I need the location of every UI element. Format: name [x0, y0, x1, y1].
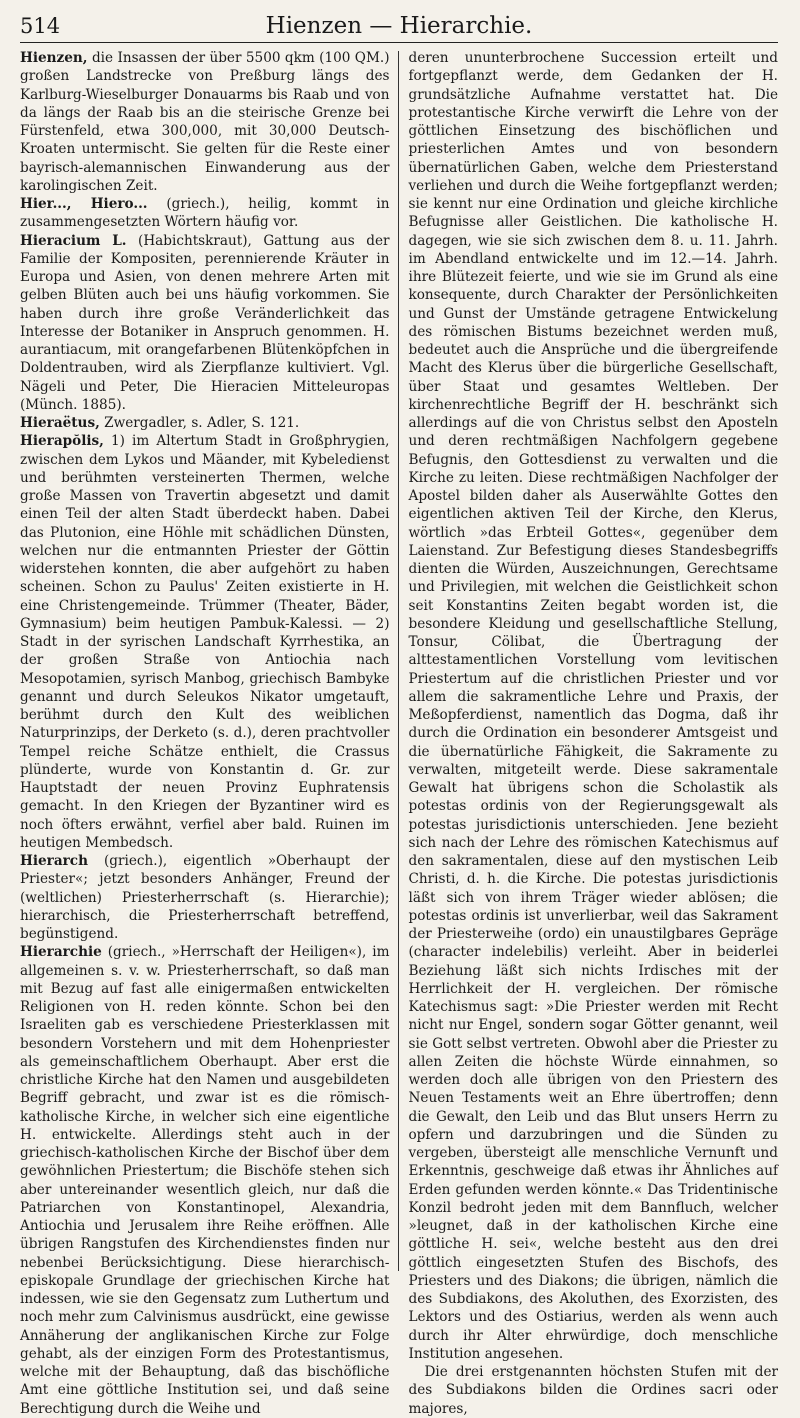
running-head: Hienzen — Hierarchie.: [265, 13, 533, 39]
entry-hienzen: [20, 49, 390, 195]
entry-hierarchie: [20, 943, 390, 1418]
lemma: Hierarch: [20, 853, 88, 869]
entry-hierarch: [20, 852, 390, 943]
page-header: [20, 12, 778, 43]
lemma: Hierarchie: [20, 944, 102, 961]
page-number: 514: [20, 14, 61, 38]
lemma: Hienzen,: [20, 50, 88, 66]
entry-text: (Habichtskraut), Gattung aus der Familie der Kompositen, perennierende Kräuter in Europa und Asien, von denen mehrere Arten mit gelben Blüten auch bei uns häufig vorkommen. Sie haben durch ihre große Veränderlichkeit das Interesse der Botaniker in Anspruch genommen. H. aurantiacum, mit orangefarbenen Blütenköpfchen in Doldentrauben, wird als Zierpflanze kultiviert. Vgl. Nägeli und Peter, Die Hieracien Mitteleuropas (Münch. 1885).: [20, 232, 390, 413]
entry-text: 1) im Altertum Stadt in Großphrygien, zwischen dem Lykos und Mäander, mit Kybeledienst und berühmten versteinerten Thermen, welche große Massen von Travertin abgesetzt und damit einen Teil der alten Stadt überdeckt haben. Dabei das Plutonion, eine Höhle mit schädlichen Dünsten, welchen nur die entmannten Priester der Göttin widerstehen konnten, die aber aufgehört zu haben scheinen. Schon zu Paulus' Zeiten existierte in H. eine Christengemeinde. Trümmer (Theater, Bäder, Gymnasium) beim heutigen Pambuk-Kalessi. — 2) Stadt in der syrischen Landschaft Kyrrhestika, an der großen Straße von Antiochia nach Mesopotamien, syrisch Manbog, griechisch Bambyke genannt und durch Seleukos Nikator umgetauft, berühmt durch den Kult des weiblichen Naturprinzips, der Derketo (s. d.), deren prachtvoller Tempel reiche Schätze enthielt, die Crassus plünderte, wurde von Konstantin d. Gr. zur Hauptstadt der neuen Provinz Euphratensis gemacht. In den Kriegen der Byzantiner wird es noch öfters erwähnt, verfiel aber bald. Ruinen im heutigen Membedsch.: [20, 433, 390, 851]
text-columns: [20, 49, 778, 1418]
right-column: [399, 49, 779, 1418]
entry-text: (griech.), eigentlich »Oberhaupt der Priester«; jetzt besonders Anhänger, Freund der (weltlichen) Priesterherrschaft (s. Hierarchie); hierarchisch, die Priesterherrschaft betreffend, begünstigend.: [20, 853, 390, 942]
paragraph-ordines: Die drei erstgenannten höchsten Stufen mit der des Subdiakons bilden die Ordines sacri oder majores,: [408, 1364, 778, 1417]
entry-text: (griech.), heilig, kommt in zusammengesetzten Wörtern häufig vor.: [20, 196, 390, 231]
entry-text: (griech., »Herrschaft der Heiligen«), im allgemeinen s. v. w. Priesterherrschaft, so daß man mit Bezug auf fast alle einigermaßen entwickelten Religionen von H. reden könnte. Schon bei den Israeliten gab es verschiedene Priesterklassen mit besondern Vorstehern und mit dem Hohenpriester als gemeinschaftlichem Oberhaupt. Aber erst die christliche Kirche hat den Namen und ausgebildeten Begriff gebracht, und zwar ist es die römisch-katholische Kirche, in welcher sich eine eigentliche H. entwickelte. Allerdings steht auch in der griechisch-katholischen Kirche der Bischof über dem gewöhnlichen Priestertum; die Bischöfe stehen sich aber untereinander wesentlich gleich, nur daß die Patriarchen von Konstantinopel, Alexandria, Antiochia und Jerusalem ihre Reihe eröffnen. Alle übrigen Rangstufen des Kirchendienstes finden nur nebenbei Berücksichtigung. Diese hierarchisch-episkopale Grundlage der griechischen Kirche hat indessen, wie sie den Gegensatz zum Luthertum und noch mehr zum Calvinismus ausdrückt, eine gewisse Annäherung der anglikanischen Kirche zur Folge gehabt, als der einzigen Form des Protestantismus, welche mit der Behauptung, daß das bischöfliche Amt eine göttliche Institution sei, und daß seine Berechtigung durch die Weihe und: [20, 944, 390, 1417]
entry-text: die Insassen der über 5500 qkm (100 QM.) großen Landstrecke von Preßburg längs des Karlburg-Wieselburger Donauarms bis Raab und von da längs der Raab bis an die steirische Grenze bei Fürstenfeld, etwa 300,000, mit 30,000 Deutsch-Kroaten untermischt. Sie gelten für die Reste einer bayrisch-alemannischen Einwanderung aus der karolingischen Zeit.: [20, 50, 390, 194]
lemma: Hierapŏlis,: [20, 433, 104, 450]
left-column: [20, 49, 398, 1418]
entry-hierapolis: [20, 432, 390, 852]
entry-hier: [20, 195, 390, 232]
entry-hieracium: [20, 232, 390, 415]
entry-text: Zwergadler, s. Adler, S. 121.: [99, 415, 300, 431]
lemma: Hier..., Hiero...: [20, 196, 148, 212]
lemma: Hieracium L.: [20, 232, 127, 249]
lemma: Hieraëtus,: [20, 415, 100, 431]
entry-hierarchie-continued: deren ununterbrochene Succession erteilt und fortgepflanzt werde, dem Gedanken der H. grundsätzliche Aufnahme verstattet hat. Die protestantische Kirche verwirft die Lehre von der göttlichen Einsetzung des bischöflichen und priesterlichen Amtes und von besondern übernatürlichen Gaben, welche dem Priesterstand verliehen und durch die Weihe fortgepflanzt werden; sie kennt nur eine Ordination und gleiche kirchliche Befugnisse aller Geistlichen. Die katholische H. dagegen, wie sie sich zwischen dem 8. u. 11. Jahrh. im Abendland entwickelte und im 12.—14. Jahrh. ihre Blütezeit feierte, und wie sie im Grund als eine konsequente, durch Charakter der Persönlichkeiten und Gunst der Umstände getragene Entwickelung des römischen Bistums bezeichnet werden muß, bedeutet auch die Ansprüche und die übergreifende Macht des Klerus über die bürgerliche Gesellschaft, über Staat und gesamtes Weltleben. Der kirchenrechtliche Begriff der H. beschränkt sich allerdings auf die von Christus selbst den Aposteln und deren rechtmäßigen Nachfolgern gegebene Befugnis, den Gottesdienst zu verwalten und die Kirche zu leiten. Diese rechtmäßigen Nachfolger der Apostel bilden daher als Auserwählte Gottes den eigentlichen aktiven Teil der Kirche, den Klerus, wörtlich »das Erbteil Gottes«, gegenüber dem Laienstand. Zur Befestigung dieses Standesbegriffs dienten die Würden, Auszeichnungen, Gerechtsame und Privilegien, mit welchen die Geistlichkeit schon seit Konstantins Zeiten begabt worden ist, die besondere Kleidung und gesellschaftliche Stellung, Tonsur, Cölibat, die Übertragung der alttestamentlichen Vorstellung vom levitischen Priestertum auf die christlichen Priester und vor allem die sakramentliche Lehre und Praxis, der Meßopferdienst, namentlich das Dogma, daß ihr durch die Ordination ein besonderer Amtsgeist und die übernatürliche Fähigkeit, die Sakramente zu verwalten, mitgeteilt werde. Diese sakramentale Gewalt hat übrigens schon die Scholastik als potestas ordinis von der Regierungsgewalt als potestas jurisdictionis unterschieden. Jene bezieht sich nach der Lehre des römischen Katechismus auf den sakramentalen, diese auf den mystischen Leib Christi, d. h. die Kirche. Die potestas jurisdictionis läßt sich von ihrem Träger wieder ablösen; die potestas ordinis ist unverlierbar, weil das Sakrament der Priesterweihe (ordo) ein unaustilgbares Gepräge (character indelebilis) verleiht. Aber in beiderlei Beziehung läßt sich nichts Irdisches mit der Herrlichkeit der H. vergleichen. Der römische Katechismus sagt: »Die Priester werden mit Recht nicht nur Engel, sondern sogar Götter genannt, weil sie Gott selbst vertreten. Obwohl aber die Priester zu allen Zeiten die höchste Würde einnahmen, so werden doch alle übrigen von den Priestern des Neuen Testaments weit an Ehre übertroffen; denn die Gewalt, den Leib und das Blut unsers Herrn zu opfern und darzubringen und die Sünden zu vergeben, übersteigt alle menschliche Vernunft und Erkenntnis, geschweige daß etwas ihr Ähnliches auf Erden gefunden werden könnte.« Das Tridentinische Konzil bedroht jeden mit dem Bannfluch, welcher »leugnet, daß in der katholischen Kirche eine göttliche H. sei«, welche besteht aus den drei göttlich eingesetzten Stufen des Bischofs, des Priesters und des Diakons; die übrigen, nämlich die des Subdiakons, des Akoluthen, des Exorzisten, des Lektors und des Ostiarius, werden als wenn auch durch ihr Alter ehrwürdige, doch menschliche Institution angesehen.: [408, 50, 778, 1362]
entry-hieraetus: [20, 414, 390, 432]
